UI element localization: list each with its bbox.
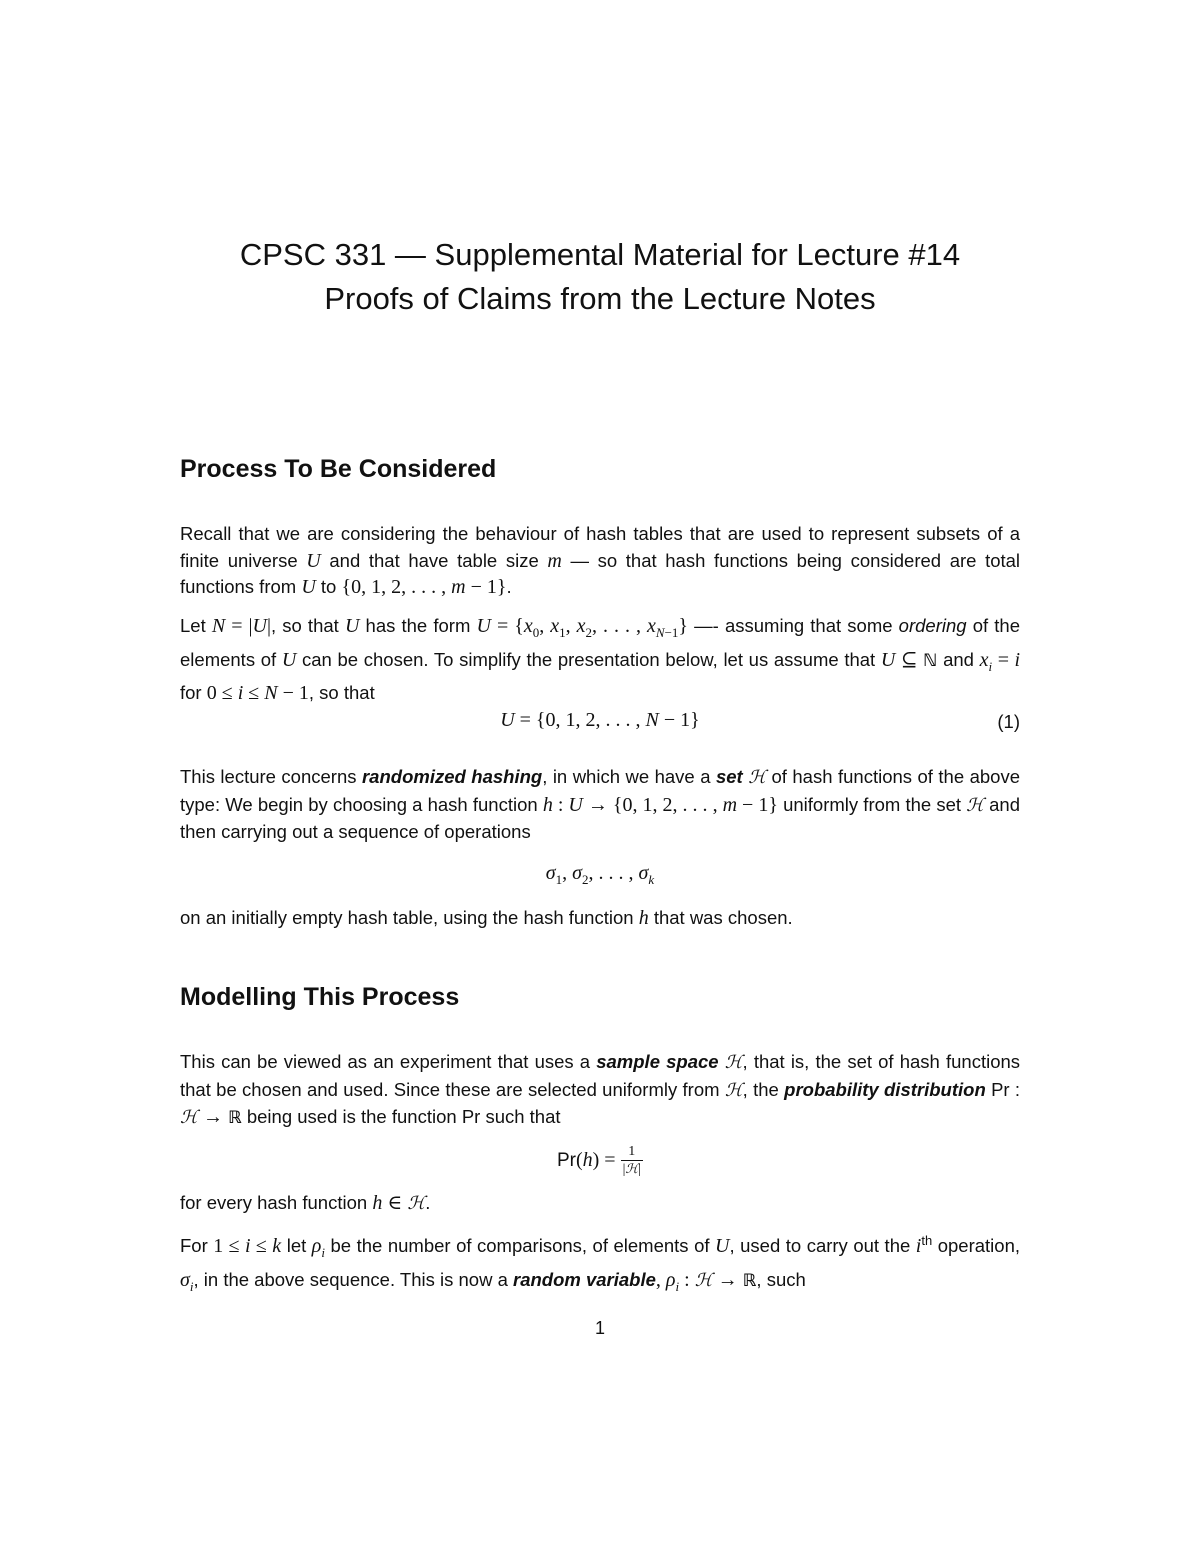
equation-number: (1) [997, 711, 1020, 732]
paragraph-empty-table: on an initially empty hash table, using the hash function h that was chosen. [180, 907, 793, 929]
paragraph-randomized-hashing: This lecture concerns randomized hashing, in which we have a set ℋ of hash functions of the above type: We begin by choosing a hash function h : U → {0, 1, 2, . . . , m − 1} uniformly from the set ℋ and then carrying out a sequence of operations [180, 766, 1021, 842]
title-line-1: CPSC 331 — Supplemental Material for Lecture #14 [239, 237, 961, 272]
operation-sequence: $\sigma_1$, $\sigma_2$, . . . , $\sigma_k$ [545, 862, 655, 887]
section-heading-process: Process To Be Considered [180, 455, 497, 483]
paragraph-recall: Recall that we are considering the behaviour of hash tables that are used to represent subsets of a finite universe U and that have table size m — so that hash functions being considered are total functions from U to {0, 1, 2, . . . , m − 1}. [180, 523, 1021, 598]
title-line-2: Proofs of Claims from the Lecture Notes [324, 281, 876, 316]
paragraph-rho: For 1 ≤ i ≤ k let $\rho_i$ be the number of comparisons, of elements of U, used to carry out the $i^{th}$ operation, $\sigma_i$, in the above sequence. This is now a random variable, $\rho_i$ : ℋ → ℝ, such [180, 1233, 1021, 1294]
paragraph-sample-space: This can be viewed as an experiment that uses a sample space ℋ, that is, the set of hash functions that be chosen and used. Since these are selected uniformly from ℋ, the probability distribution Pr : ℋ → ℝ being used is the function Pr such that [180, 1051, 1021, 1128]
paragraph-let-n: Let N = |U|, so that U has the form $U = \{x_0$, $x_1$, $x_2$, . . . , $x_{N-1}$} —- assuming that some ordering of the elements of U can be chosen. To simplify the presentation below, let us assume that U ⊆ ℕ and $x_i = i$ for 0 ≤ i ≤ N − 1, so that [180, 615, 1021, 704]
equation-1: U = {0, 1, 2, . . . , N − 1} [500, 709, 700, 731]
probability-equation: Pr(h) = $\frac{1}{\text{|ℋ|}}$ [556, 1144, 642, 1177]
page-number: 1 [594, 1318, 605, 1338]
section-heading-modelling: Modelling This Process [180, 983, 460, 1011]
paragraph-every-hash: for every hash function h ∈ ℋ. [180, 1192, 431, 1214]
